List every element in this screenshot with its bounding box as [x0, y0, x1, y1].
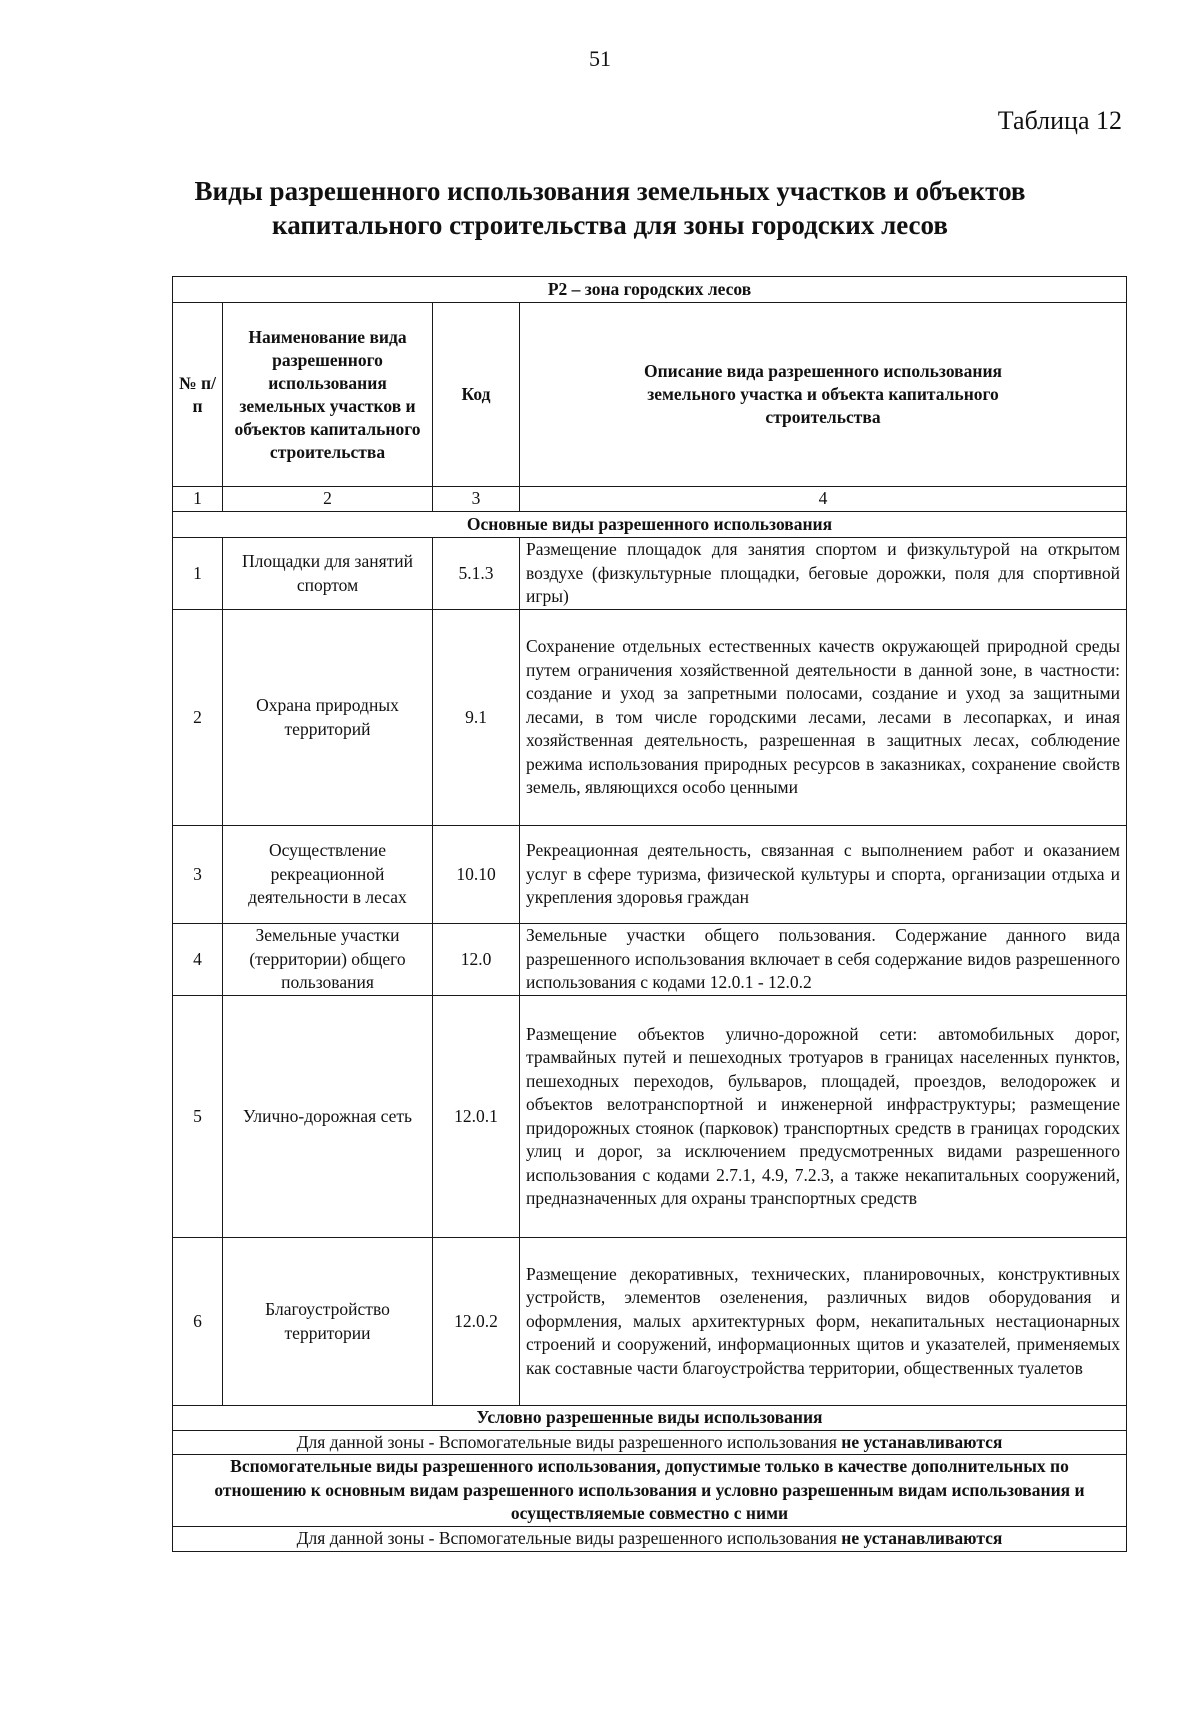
column-number-3: 3 — [433, 487, 520, 512]
document-title-line-2: капитального строительства для зоны городских лесов — [272, 210, 948, 240]
conditional-note-text: Для данной зоны - Вспомогательные виды разрешенного использования — [296, 1431, 842, 1452]
table-row — [173, 826, 1127, 924]
auxiliary-note-emphasis: не устанавливаются — [841, 1528, 1003, 1548]
conditional-note-emphasis: не устанавливаются — [841, 1431, 1003, 1452]
row-num: 1 — [173, 538, 223, 610]
row-description: Размещение объектов улично-дорожной сети: автомобильных дорог, трамвайных путей и пешеходных тротуаров в границах населенных пунктов, пешеходных переходов, бульваров, площадей, проездов, велодорожек и объектов велотранспортной и инженерной инфраструктуры; размещение придорожных стоянок (парковок) транспортных средств в границах городских улиц и дорог, за исключением предусмотренных видами разрешенного использования с кодами 2.7.1, 4.9, 7.2.3, а также некапитальных сооружений, предназначенных для охраны транспортных средств — [520, 996, 1127, 1238]
auxiliary-section-title: Вспомогательные виды разрешенного использования, допустимые только в качестве дополнительных по отношению к основным видам разрешенного использования и условно разрешенным видам использования и осуществляемые совместно с ними — [173, 1455, 1127, 1527]
row-description: Рекреационная деятельность, связанная с выполнением работ и оказанием услуг в сфере туризма, физической культуры и спорта, организации отдыха и укрепления здоровья граждан — [520, 826, 1127, 924]
page-number: 51 — [589, 46, 611, 71]
main-section-title: Основные виды разрешенного использования — [173, 512, 1127, 538]
table-row — [173, 610, 1127, 826]
auxiliary-note-text: Для данной зоны - Вспомогательные виды разрешенного использования — [296, 1528, 842, 1548]
table-row — [173, 538, 1127, 610]
row-num: 4 — [173, 924, 223, 996]
row-name: Осуществление рекреационной деятельности в лесах — [223, 826, 433, 924]
document-title — [130, 174, 1090, 242]
row-description: Размещение декоративных, технических, планировочных, конструктивных устройств, элементов озеленения, различных видов оборудования и оформления, малых архитектурных форм, некапитальных нестационарных строений и сооружений, информационных щитов и указателей, применяемых как составные части благоустройства территории, общественных туалетов — [520, 1238, 1127, 1406]
row-name: Охрана природных территорий — [223, 610, 433, 826]
header-name: Наименование вида разрешенного использования земельных участков и объектов капитального строительства — [223, 303, 433, 487]
conditional-section-title: Условно разрешенные виды использования — [173, 1406, 1127, 1431]
column-number-1: 1 — [173, 487, 223, 512]
table-label: Таблица 12 — [997, 106, 1122, 135]
row-description: Земельные участки общего пользования. Содержание данного вида разрешенного использования включает в себя содержание видов разрешенного использования с кодами 12.0.1 - 12.0.2 — [520, 924, 1127, 996]
table-row — [173, 996, 1127, 1238]
row-code: 10.10 — [433, 826, 520, 924]
row-num: 3 — [173, 826, 223, 924]
row-name: Улично-дорожная сеть — [223, 996, 433, 1238]
row-num: 6 — [173, 1238, 223, 1406]
document-title-line-1: Виды разрешенного использования земельных участков и объектов — [194, 176, 1026, 206]
table-row — [173, 924, 1127, 996]
row-description: Размещение площадок для занятия спортом и физкультурой на открытом воздухе (физкультурные площадки, беговые дорожки, поля для спортивной игры) — [520, 538, 1127, 610]
header-code: Код — [433, 303, 520, 487]
row-code: 12.0.2 — [433, 1238, 520, 1406]
row-description: Сохранение отдельных естественных качеств окружающей природной среды путем ограничения хозяйственной деятельности в данной зоне, в частности: создание и уход за запретными полосами, создание и уход за защитными лесами, в том числе городскими лесами, лесами в лесопарках, и иная хозяйственная деятельность, разрешенная в защитных лесах, соблюдение режима использования природных ресурсов в заказниках, сохранение свойств земель, являющихся особо ценными — [520, 610, 1127, 826]
header-num: № п/п — [173, 303, 223, 487]
zone-header: Р2 – зона городских лесов — [173, 277, 1127, 303]
row-code: 5.1.3 — [433, 538, 520, 610]
table-row — [173, 1238, 1127, 1406]
row-code: 12.0.1 — [433, 996, 520, 1238]
row-num: 5 — [173, 996, 223, 1238]
column-number-2: 2 — [223, 487, 433, 512]
land-use-table — [172, 276, 1127, 1552]
row-num: 2 — [173, 610, 223, 826]
row-name: Площадки для занятий спортом — [223, 538, 433, 610]
auxiliary-note — [173, 1527, 1127, 1552]
column-number-4: 4 — [520, 487, 1127, 512]
conditional-note — [173, 1430, 1127, 1455]
header-description: Описание вида разрешенного использования земельного участка и объекта капитального строительства — [520, 303, 1127, 487]
row-name: Земельные участки (территории) общего пользования — [223, 924, 433, 996]
row-code: 12.0 — [433, 924, 520, 996]
row-code: 9.1 — [433, 610, 520, 826]
row-name: Благоустройство территории — [223, 1238, 433, 1406]
